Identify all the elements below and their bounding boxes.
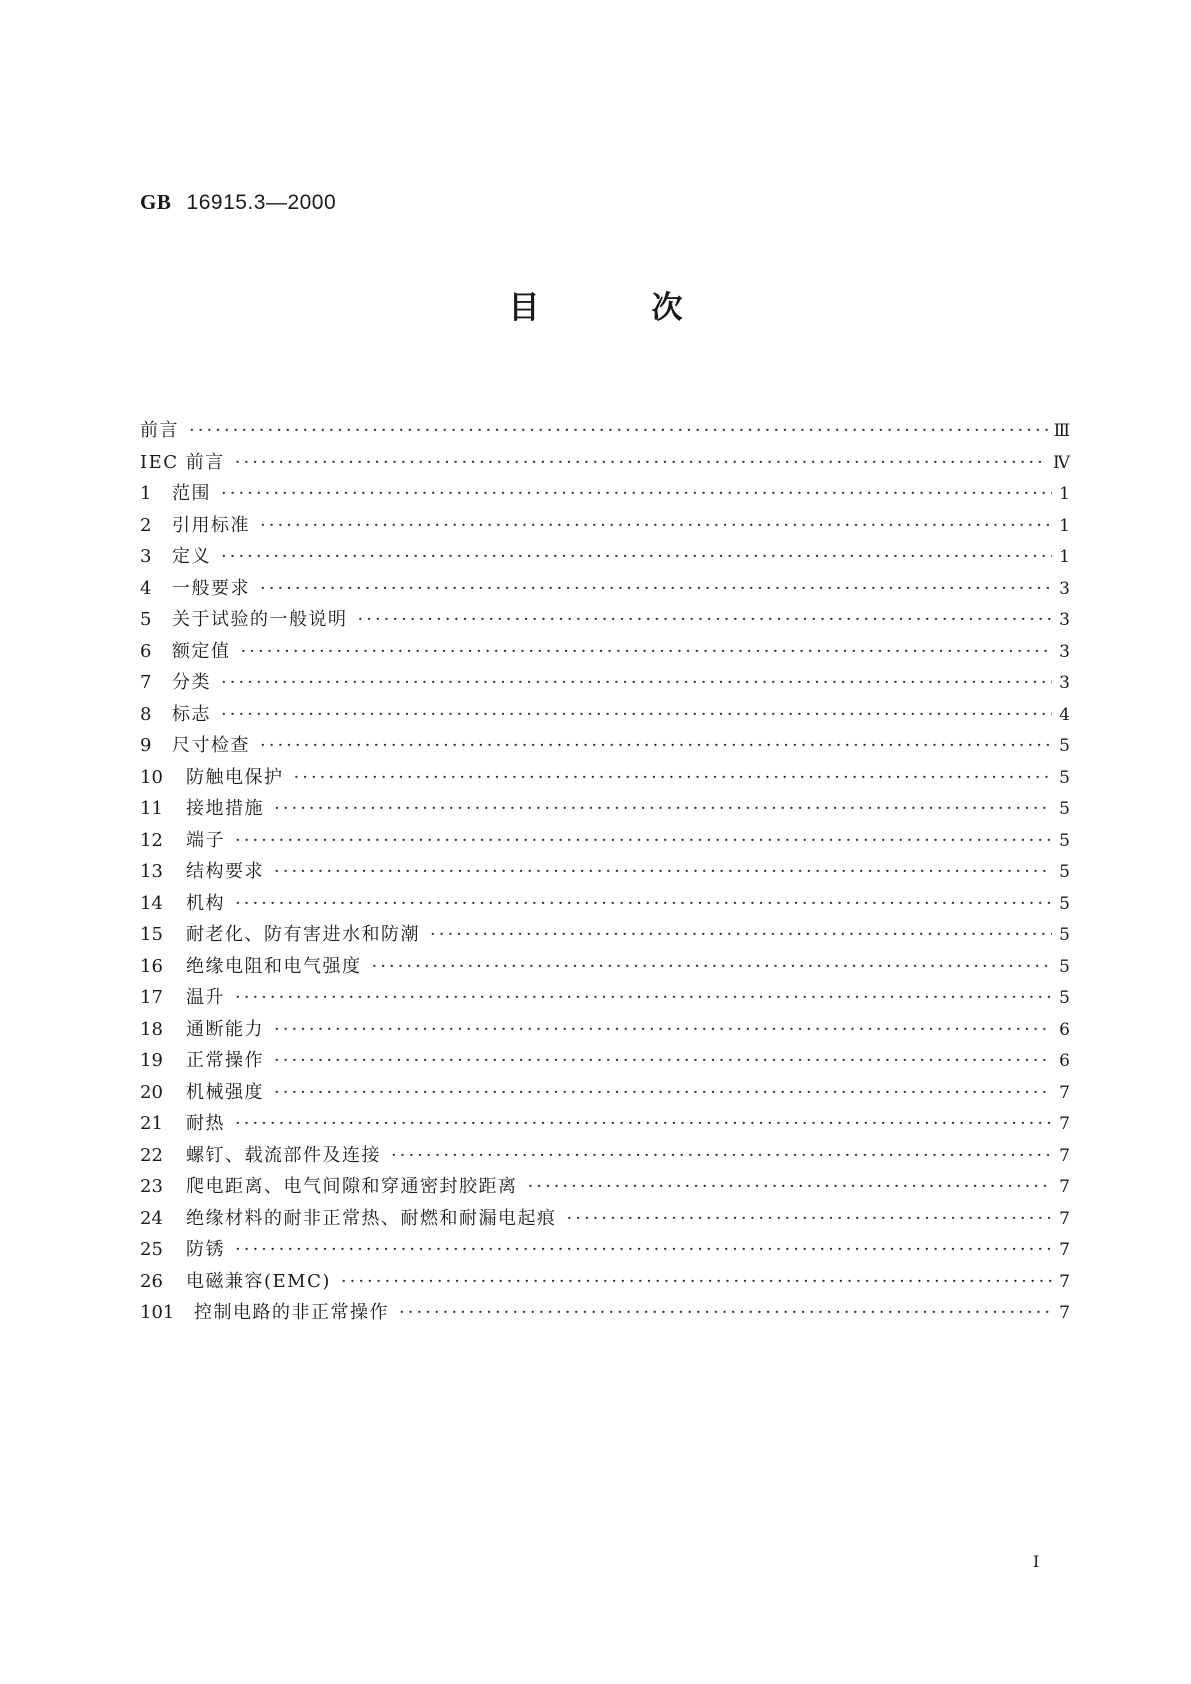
toc-entry-number: 21 — [140, 1113, 163, 1134]
toc-leader-dots — [341, 1271, 1052, 1292]
toc-entry[interactable] — [140, 1267, 1070, 1299]
toc-leader-dots — [235, 452, 1047, 473]
toc-entry[interactable] — [140, 1109, 1070, 1141]
toc-entry-title: 防锈 — [186, 1239, 225, 1260]
toc-leader-dots — [221, 483, 1052, 504]
toc-entry-page: 3 — [1059, 610, 1070, 630]
toc-entry[interactable] — [140, 1015, 1070, 1047]
toc-entry-title: IEC 前言 — [140, 451, 225, 473]
toc-leader-dots — [528, 1176, 1053, 1197]
toc-entry-number: 20 — [140, 1081, 163, 1103]
toc-entry-page: 1 — [1059, 515, 1070, 536]
toc-entry-page: 7 — [1059, 1145, 1070, 1166]
toc-entry[interactable] — [140, 637, 1070, 669]
toc-entry[interactable] — [140, 1235, 1070, 1267]
toc-leader-dots — [189, 420, 1048, 441]
toc-entry[interactable] — [140, 1141, 1070, 1173]
toc-entry[interactable] — [140, 731, 1070, 763]
toc-entry-page: 7 — [1059, 1177, 1070, 1197]
toc-entry-title: 机构 — [186, 892, 225, 914]
toc-entry[interactable] — [140, 763, 1070, 795]
toc-entry-title: 控制电路的非正常操作 — [194, 1302, 389, 1323]
toc-entry[interactable] — [140, 794, 1070, 826]
toc-entry[interactable] — [140, 542, 1070, 574]
toc-entry[interactable] — [140, 1298, 1070, 1330]
toc-entry-page: 7 — [1059, 1082, 1070, 1103]
toc-entry[interactable] — [140, 511, 1070, 543]
toc-entry-page: Ⅲ — [1053, 421, 1070, 441]
toc-entry-number: 19 — [140, 1050, 163, 1071]
title-char-right: 次 — [651, 290, 683, 326]
toc-entry-title: 分类 — [172, 672, 211, 693]
toc-entry-page: 5 — [1059, 767, 1070, 788]
toc-entry-page: 5 — [1059, 925, 1070, 945]
toc-leader-dots — [358, 609, 1053, 630]
toc-entry[interactable] — [140, 889, 1070, 921]
toc-entry-page: 1 — [1059, 547, 1070, 567]
toc-entry-title: 绝缘材料的耐非正常热、耐燃和耐漏电起痕 — [186, 1207, 557, 1229]
toc-entry[interactable] — [140, 1204, 1070, 1236]
toc-entry-title: 螺钉、载流部件及连接 — [186, 1144, 381, 1166]
toc-entry-number: 14 — [140, 892, 163, 914]
toc-entry-title: 耐热 — [186, 1113, 225, 1134]
toc-entry-number: 16 — [140, 955, 163, 977]
toc-entry-title: 端子 — [186, 829, 225, 851]
toc-entry-number: 17 — [140, 987, 163, 1008]
toc-entry-page: 7 — [1059, 1208, 1070, 1229]
toc-leader-dots — [260, 578, 1052, 599]
toc-entry-title: 爬电距离、电气间隙和穿通密封胶距离 — [186, 1176, 518, 1197]
toc-entry[interactable] — [140, 920, 1070, 952]
toc-entry-title: 通断能力 — [186, 1018, 264, 1040]
toc-entry-title: 额定值 — [172, 640, 231, 662]
toc-entry[interactable] — [140, 1046, 1070, 1078]
toc-entry-page: 6 — [1059, 1019, 1070, 1040]
table-of-contents — [140, 416, 1070, 1330]
toc-leader-dots — [274, 1050, 1052, 1071]
toc-entry-number: 12 — [140, 829, 163, 851]
toc-leader-dots — [399, 1302, 1052, 1323]
toc-leader-dots — [235, 987, 1052, 1008]
toc-entry[interactable] — [140, 416, 1070, 448]
toc-entry[interactable] — [140, 668, 1070, 700]
toc-entry-number: 7 — [140, 672, 152, 693]
toc-entry-number: 6 — [140, 640, 152, 662]
toc-entry-title: 一般要求 — [172, 577, 250, 599]
toc-entry-title: 尺寸检查 — [172, 735, 250, 756]
toc-entry-number: 18 — [140, 1018, 163, 1040]
toc-leader-dots — [567, 1208, 1053, 1229]
toc-entry[interactable] — [140, 1172, 1070, 1204]
page-number: I — [1033, 1552, 1040, 1571]
toc-entry[interactable] — [140, 448, 1070, 480]
toc-entry-number: 13 — [140, 861, 163, 882]
toc-entry-title: 正常操作 — [186, 1050, 264, 1071]
toc-entry[interactable] — [140, 983, 1070, 1015]
toc-entry-page: 3 — [1059, 641, 1070, 662]
standard-number: 16915.3—2000 — [186, 191, 337, 214]
toc-leader-dots — [235, 893, 1052, 914]
toc-entry-page: 7 — [1059, 1303, 1070, 1323]
toc-entry-number: 24 — [140, 1207, 163, 1229]
toc-entry-number: 25 — [140, 1239, 163, 1260]
toc-entry-page: 3 — [1059, 673, 1070, 693]
toc-leader-dots — [260, 735, 1052, 756]
toc-entry-number: 26 — [140, 1270, 163, 1292]
toc-entry-title: 前言 — [140, 420, 179, 441]
toc-entry-page: 5 — [1059, 830, 1070, 851]
toc-entry-number: 2 — [140, 514, 152, 536]
toc-leader-dots — [274, 1082, 1052, 1103]
toc-leader-dots — [221, 704, 1052, 725]
toc-entry-page: 7 — [1059, 1271, 1070, 1292]
toc-leader-dots — [235, 830, 1052, 851]
title-char-left: 目 — [508, 290, 540, 326]
standard-code — [140, 190, 336, 215]
toc-entry-page: 1 — [1059, 484, 1070, 504]
toc-entry-title: 关于试验的一般说明 — [172, 609, 348, 630]
toc-entry-title: 耐老化、防有害进水和防潮 — [186, 924, 420, 945]
toc-leader-dots — [274, 798, 1052, 819]
toc-leader-dots — [235, 1113, 1052, 1134]
toc-entry-title: 定义 — [172, 546, 211, 567]
toc-entry[interactable] — [140, 574, 1070, 606]
toc-entry-number: 101 — [140, 1302, 175, 1323]
toc-leader-dots — [241, 641, 1053, 662]
toc-entry-title: 防触电保护 — [186, 766, 284, 788]
toc-leader-dots — [372, 956, 1053, 977]
toc-entry-number: 5 — [140, 609, 152, 630]
toc-entry-page: 5 — [1059, 893, 1070, 914]
toc-entry-page: 3 — [1059, 578, 1070, 599]
page-title — [0, 282, 1191, 327]
toc-leader-dots — [274, 1019, 1052, 1040]
toc-entry[interactable] — [140, 605, 1070, 637]
toc-entry-number: 23 — [140, 1176, 163, 1197]
toc-entry-page: 4 — [1059, 704, 1070, 725]
toc-leader-dots — [391, 1145, 1052, 1166]
toc-entry[interactable] — [140, 826, 1070, 858]
toc-entry-title: 标志 — [172, 703, 211, 725]
toc-entry-number: 22 — [140, 1144, 163, 1166]
toc-leader-dots — [260, 515, 1052, 536]
toc-entry-number: 4 — [140, 577, 152, 599]
toc-entry-title: 范围 — [172, 483, 211, 504]
toc-entry-page: 5 — [1059, 956, 1070, 977]
toc-entry-title: 电磁兼容(EMC) — [186, 1270, 331, 1292]
toc-entry-title: 引用标准 — [172, 514, 250, 536]
toc-entry-page: 7 — [1059, 1114, 1070, 1134]
toc-entry-page: 7 — [1059, 1240, 1070, 1260]
toc-entry-number: 9 — [140, 735, 152, 756]
standard-prefix: GB — [140, 190, 172, 214]
toc-entry-page: 5 — [1059, 988, 1070, 1008]
toc-entry[interactable] — [140, 479, 1070, 511]
toc-entry-page: 5 — [1059, 862, 1070, 882]
toc-leader-dots — [430, 924, 1052, 945]
toc-leader-dots — [294, 767, 1053, 788]
toc-leader-dots — [221, 546, 1052, 567]
toc-entry[interactable] — [140, 1078, 1070, 1110]
toc-entry-number: 10 — [140, 766, 163, 788]
toc-entry-page: 5 — [1059, 736, 1070, 756]
toc-entry-number: 11 — [140, 798, 163, 819]
toc-entry-title: 绝缘电阻和电气强度 — [186, 955, 362, 977]
toc-entry-title: 机械强度 — [186, 1081, 264, 1103]
toc-entry-page: Ⅳ — [1053, 452, 1070, 473]
toc-entry-page: 5 — [1059, 799, 1070, 819]
toc-entry[interactable] — [140, 700, 1070, 732]
toc-entry-number: 1 — [140, 483, 152, 504]
toc-entry-title: 结构要求 — [186, 861, 264, 882]
toc-entry-title: 接地措施 — [186, 798, 264, 819]
toc-entry-page: 6 — [1059, 1051, 1070, 1071]
toc-leader-dots — [235, 1239, 1052, 1260]
toc-entry[interactable] — [140, 952, 1070, 984]
toc-leader-dots — [221, 672, 1052, 693]
toc-entry-title: 温升 — [186, 987, 225, 1008]
toc-entry-number: 8 — [140, 703, 152, 725]
toc-entry[interactable] — [140, 857, 1070, 889]
toc-leader-dots — [274, 861, 1052, 882]
toc-entry-number: 3 — [140, 546, 152, 567]
toc-entry-number: 15 — [140, 924, 163, 945]
